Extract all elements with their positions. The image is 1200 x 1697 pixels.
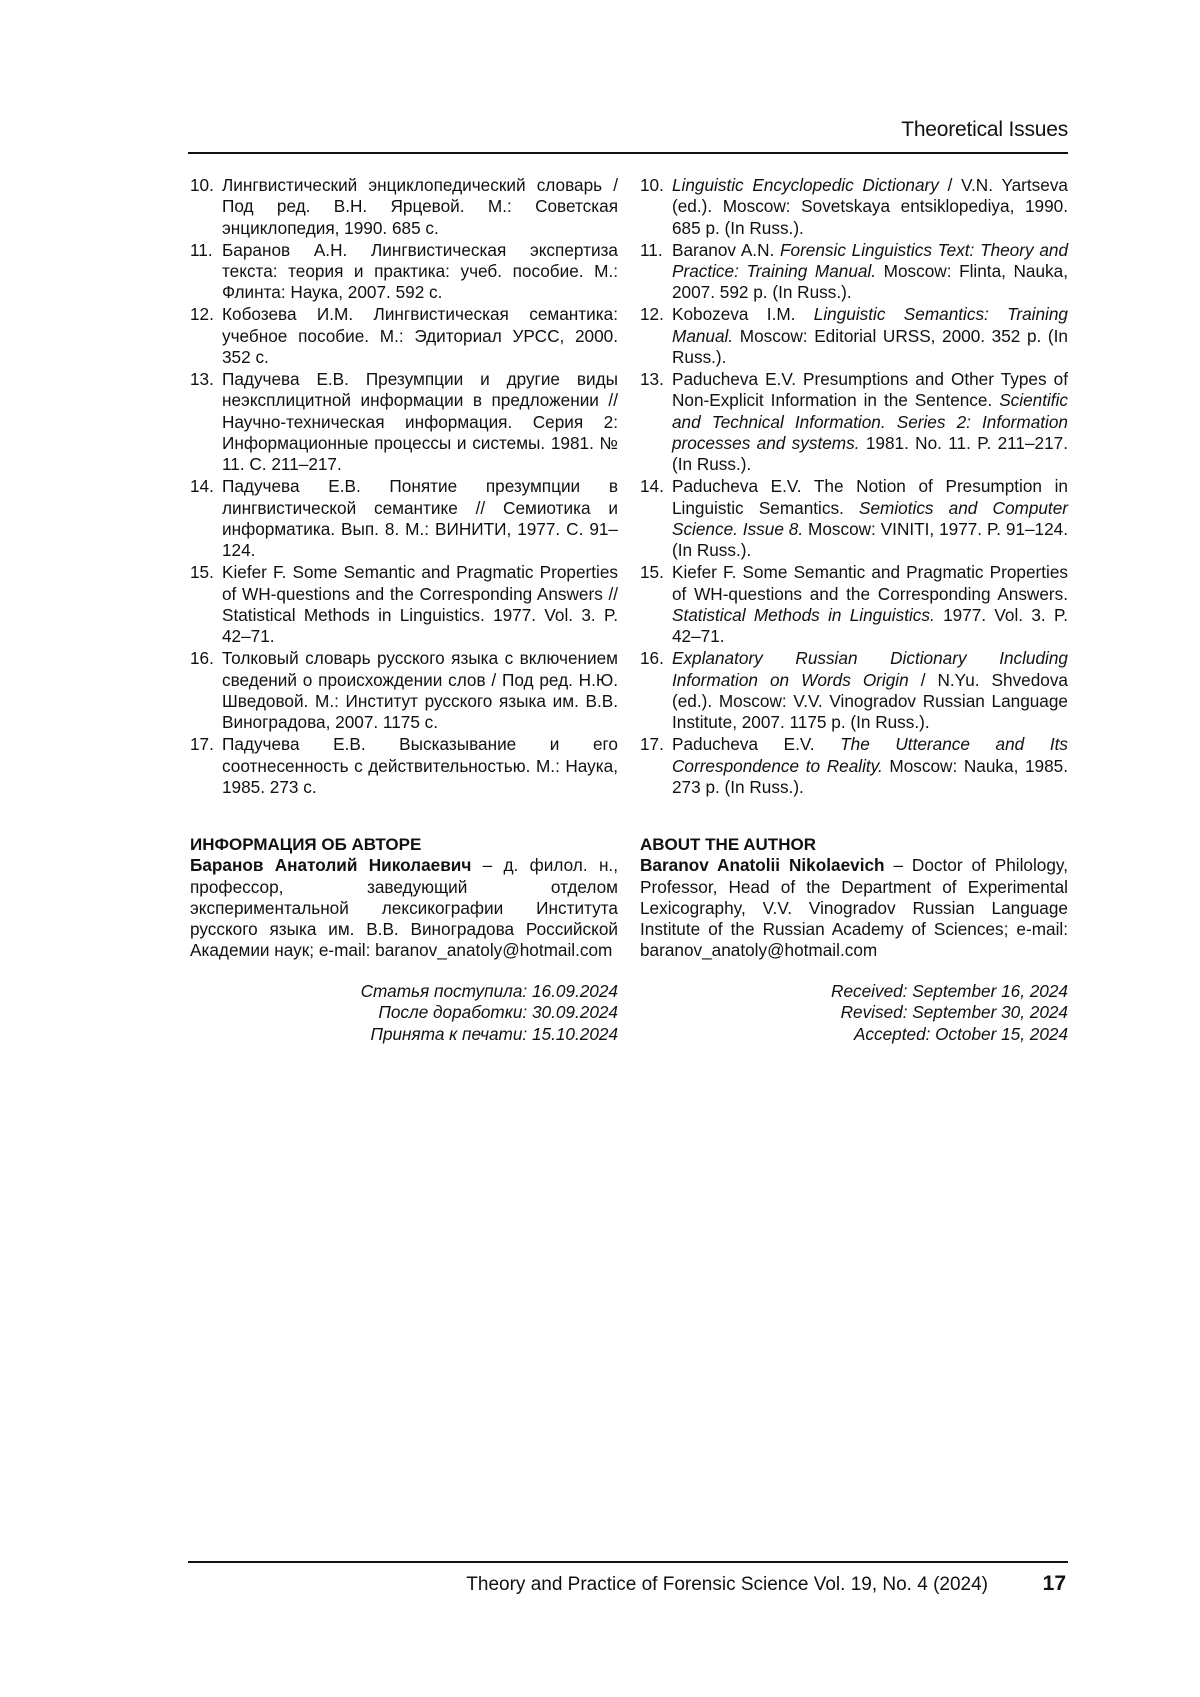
reference-item [640,734,1068,798]
reference-title: Semiotics and Computer Science. Issue 8. [672,497,1068,539]
reference-number: 10. [640,175,664,195]
footer-rule [188,1561,1068,1563]
reference-title: Forensic Linguistics Text: Theory and Practice: Training Manual. [672,239,1068,281]
reference-text: Paducheva E.V. [672,734,841,755]
page-number: 17 [1042,1572,1066,1595]
reference-number: 13. [190,369,214,390]
reference-text: Moscow: Flinta, Nauka, 2007. 592 p. (In Russ.). [672,260,1068,303]
reference-text: / N.Yu. Shvedova (ed.). Moscow: V.V. Vinogradov Russian Language Institute, 2007. 1175 p. (In Russ.). [672,669,1068,733]
author-description-ru: – д. филол. н., профессор, заведующий отделом экспериментальной лексикографии Института русского языка им. В.В. Виноградова Российской Академии наук; e-mail: baranov_anatoly@hotmail.com [190,855,618,961]
reference-text: Kobozeva I.M. [672,304,814,325]
header-rule [188,152,1068,154]
author-heading-en: ABOUT THE AUTHOR [640,835,816,854]
reference-number: 12. [640,304,664,325]
received-date-ru: Статья поступила: 16.09.2024 [360,981,618,1001]
reference-item [190,240,618,304]
reference-number: 17. [640,734,664,755]
reference-item [190,175,618,239]
reference-text: Paducheva E.V. The Notion of Presumption in Linguistic Semantics. [672,476,1068,518]
reference-text: Падучева Е.В. Высказывание и его соотнесенность с действительностью. М.: Наука, 1985. 273 с. [222,734,618,797]
reference-text: Kiefer F. Some Semantic and Pragmatic Properties of WH-questions and the Corresponding Answers // Statistical Methods in Linguistics. 1977. Vol. 3. P. 42–71. [222,562,618,647]
reference-text: Толковый словарь русского языка с включением сведений о происхождении слов / Под ред. Н.Ю. Шведовой. М.: Институт русского языка им. В.В. Виноградова, 2007. 1175 с. [222,648,618,733]
revised-date-ru: После доработки: 30.09.2024 [378,1002,618,1023]
reference-item [640,369,1068,475]
accepted-date-ru: Принята к печати: 15.10.2024 [370,1023,618,1044]
reference-title: Scientific and Technical Information. Series 2: Information processes and systems. [672,390,1068,453]
author-name-ru: Баранов Анатолий Николаевич [190,855,472,876]
reference-title: Statistical Methods in Linguistics. [672,604,935,625]
reference-number: 17. [190,734,214,755]
reference-number: 16. [190,648,214,669]
article-dates-en [640,981,1068,1045]
reference-text: Лингвистический энциклопедический словарь / Под ред. В.Н. Ярцевой. М.: Советская энциклопедия, 1990. 685 с. [222,175,618,238]
received-date-en: Received: September 16, 2024 [831,981,1068,1001]
reference-text: / V.N. Yartseva (ed.). Moscow: Sovetskaya entsiklopediya, 1990. 685 p. (In Russ.). [672,175,1068,238]
reference-item [190,476,618,561]
reference-text: 1981. No. 11. P. 211–217. (In Russ.). [672,432,1068,475]
reference-number: 16. [640,648,664,669]
reference-item [190,648,618,733]
reference-text: Paducheva E.V. Presumptions and Other Types of Non-Explicit Information in the Sentence. [672,369,1068,411]
reference-text: Кобозева И.М. Лингвистическая семантика: учебное пособие. М.: Эдиториал УРСС, 2000. 352 с. [222,304,618,367]
reference-list-en [640,175,1068,799]
reference-text: 1977. Vol. 3. P. 42–71. [672,604,1068,647]
reference-number: 11. [190,239,213,260]
accepted-date-en: Accepted: October 15, 2024 [853,1023,1068,1044]
reference-number: 14. [190,476,214,497]
reference-number: 15. [190,562,214,583]
reference-number: 15. [640,562,664,583]
reference-text: Kiefer F. Some Semantic and Pragmatic Properties of WH-questions and the Corresponding Answers. [672,562,1068,604]
reference-title: Linguistic Encyclopedic Dictionary [672,175,939,195]
reference-item [640,562,1068,647]
journal-citation: Theory and Practice of Forensic Science Vol. 19, No. 4 (2024) [466,1574,988,1595]
author-heading-ru: ИНФОРМАЦИЯ ОБ АВТОРЕ [190,835,422,854]
author-info-ru [190,834,618,962]
article-dates-ru [190,981,618,1045]
reference-text: Moscow: Nauka, 1985. 273 p. (In Russ.). [672,755,1069,797]
reference-text: Moscow: VINITI, 1977. P. 91–124. (In Russ.). [672,518,1069,561]
reference-item [640,476,1068,561]
reference-item [640,648,1068,733]
reference-number: 14. [640,476,664,497]
reference-text: Moscow: Editorial URSS, 2000. 352 p. (In Russ.). [672,325,1068,367]
revised-date-en: Revised: September 30, 2024 [840,1002,1068,1023]
reference-item [190,734,618,798]
author-description-en: – Doctor of Philology, Professor, Head of the Department of Experimental Lexicography, V.V. Vinogradov Russian Language Institute of the Russian Academy of Sciences; e-mail: baranov_anatoly@hotmail.com [640,855,1068,961]
reference-title: Explanatory Russian Dictionary Including Information on Words Origin [672,648,1068,690]
reference-list-ru [190,175,618,799]
author-info-en [640,834,1068,962]
reference-number: 12. [190,304,214,325]
reference-item [190,304,618,368]
author-name-en: Baranov Anatolii Nikolaevich [640,855,885,876]
author-body-en [640,855,1068,961]
reference-number: 10. [190,175,214,195]
reference-title: Linguistic Semantics: Training Manual. [672,304,1068,346]
reference-number: 13. [640,369,664,390]
reference-number: 11. [640,239,663,260]
running-header: Theoretical Issues [901,118,1068,141]
reference-text: Падучева Е.В. Понятие презумпции в лингвистической семантике // Семиотика и информатика. Вып. 8. М.: ВИНИТИ, 1977. С. 91–124. [222,476,618,561]
reference-item [190,369,618,475]
reference-item [190,562,618,647]
author-body-ru [190,855,618,961]
reference-item [640,175,1068,239]
reference-text: Baranov A.N. [672,239,781,260]
reference-text: Баранов А.Н. Лингвистическая экспертиза текста: теория и практика: учеб. пособие. М.: Флинта: Наука, 2007. 592 с. [222,239,618,303]
reference-item [640,304,1068,368]
reference-item [640,240,1068,304]
reference-text: Падучева Е.В. Презумпции и другие виды неэксплицитной информации в предложении // Научно-техническая информация. Серия 2: Информационные процессы и системы. 1981. № 11. С. 211–217. [222,369,618,475]
reference-title: The Utterance and Its Correspondence to Reality. [672,734,1068,776]
